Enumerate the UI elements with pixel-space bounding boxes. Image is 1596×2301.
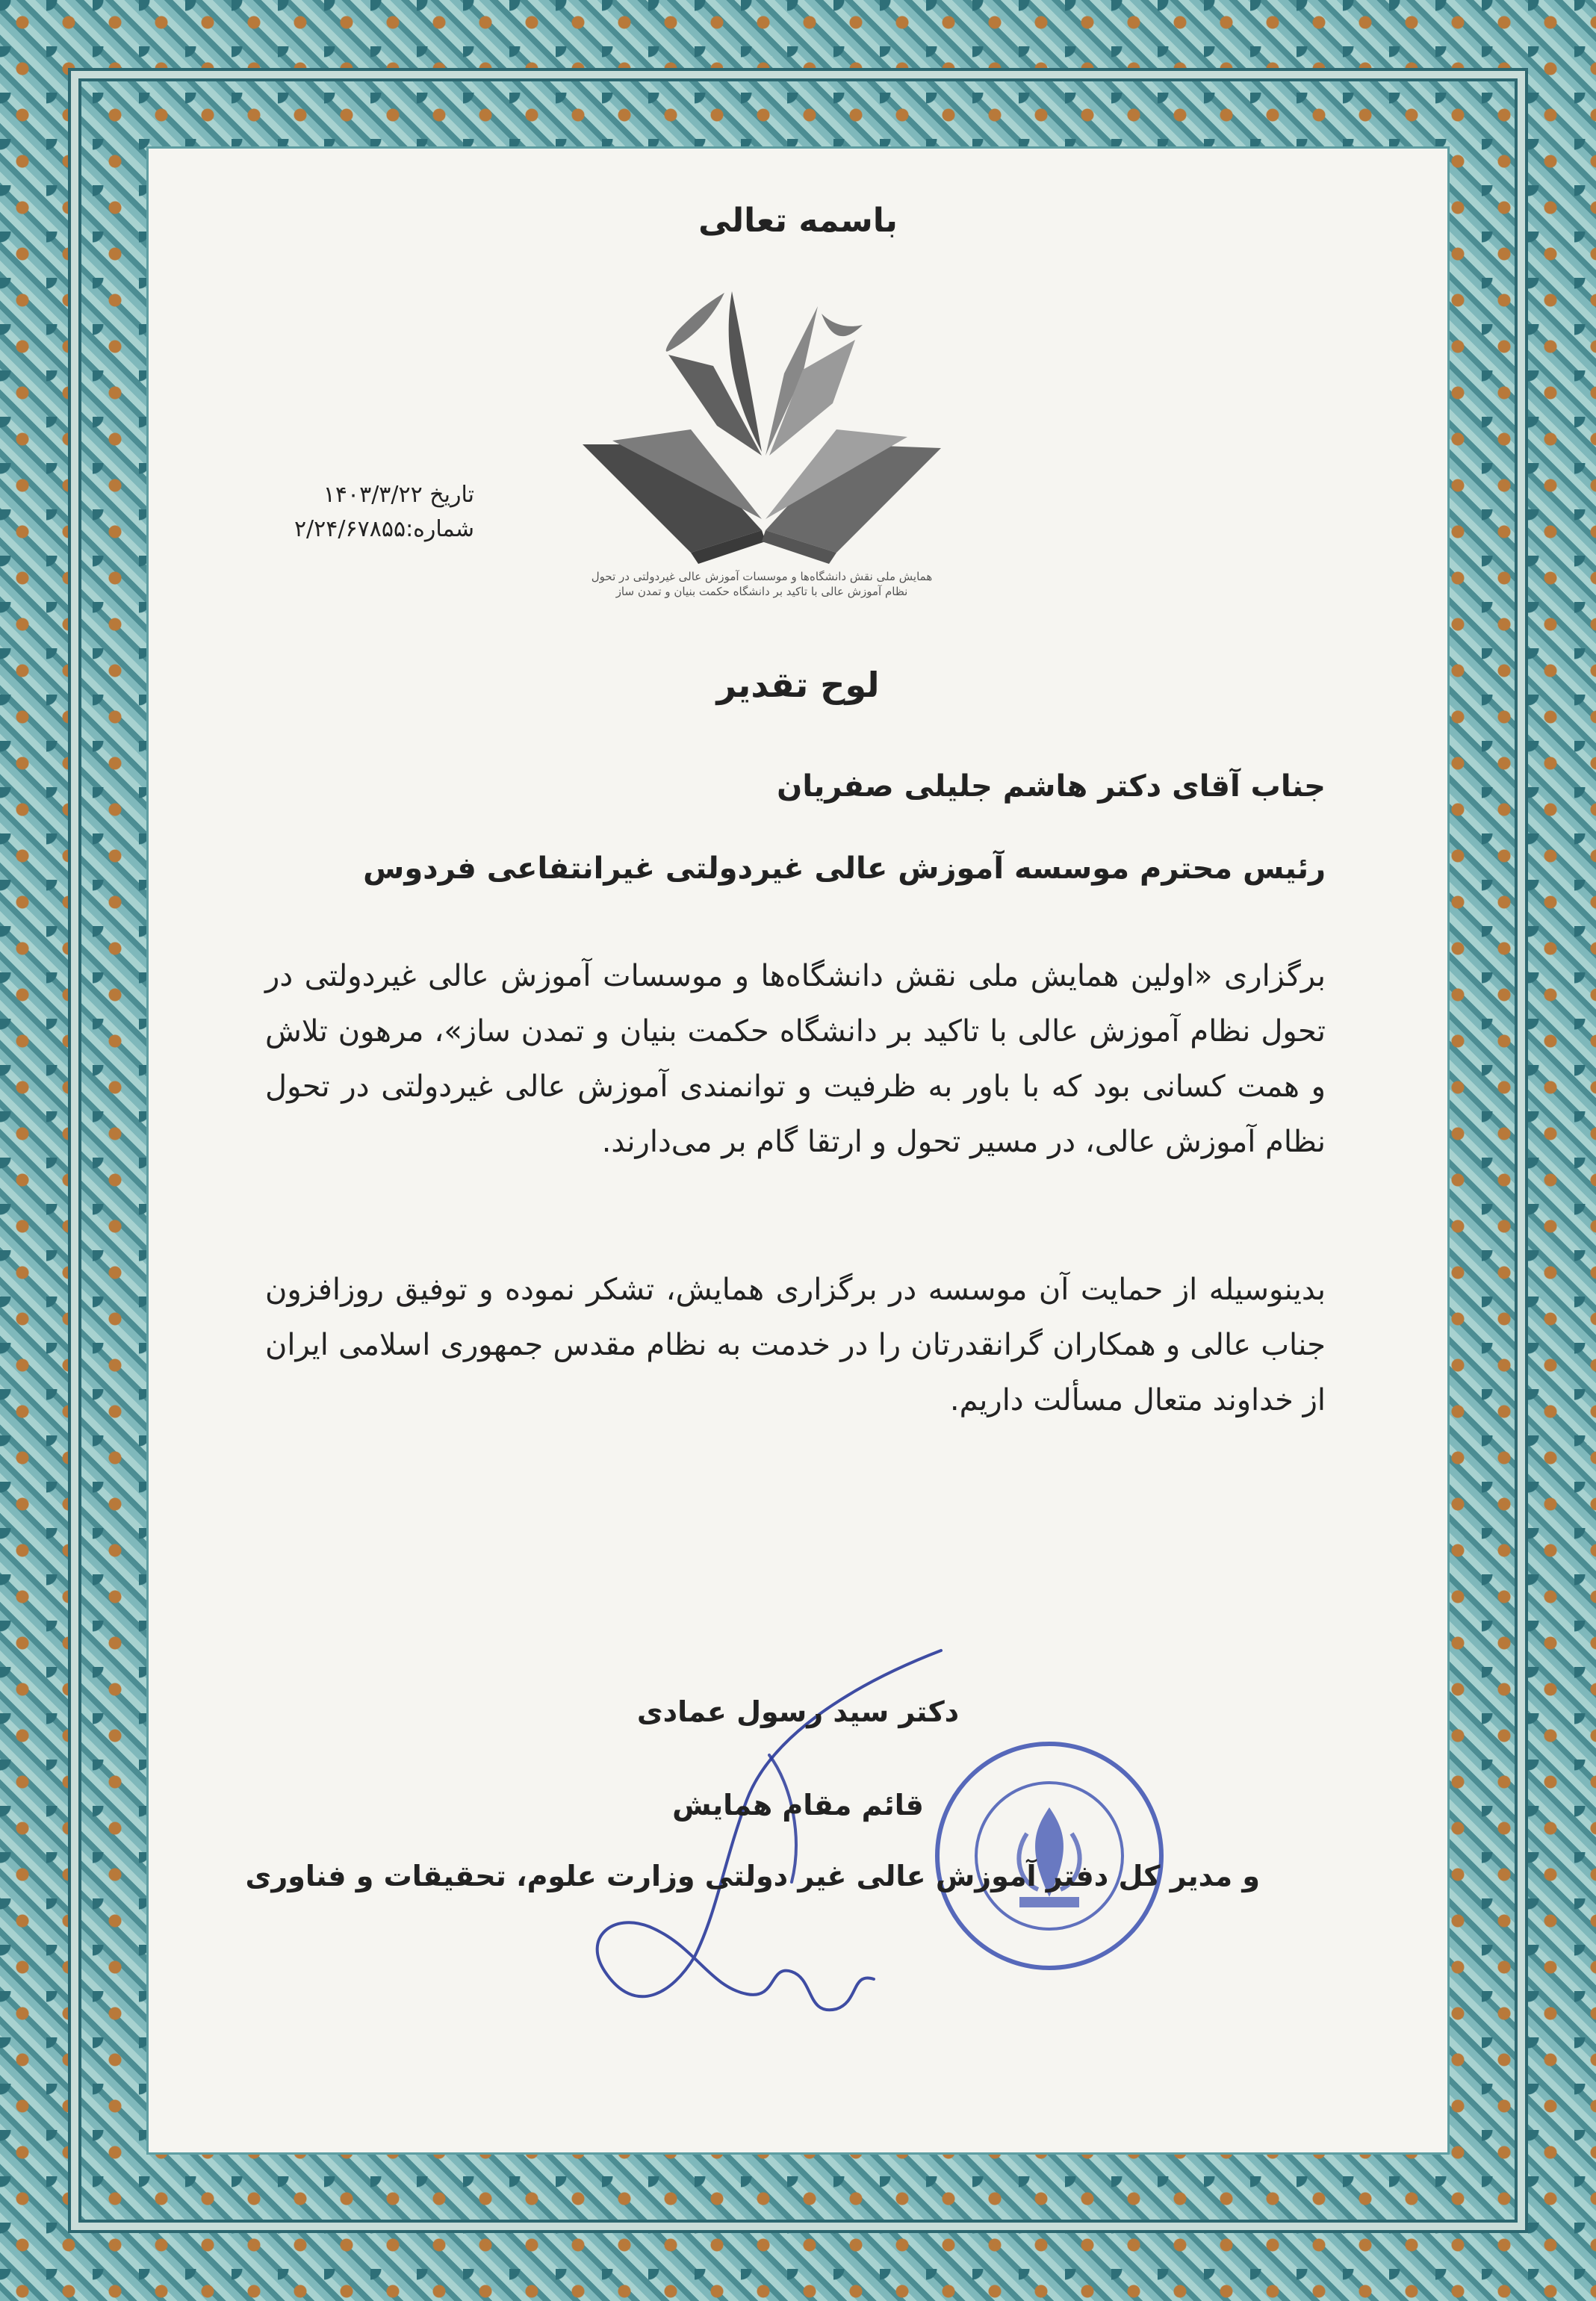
logo-caption (586, 569, 937, 599)
body-paragraph-1: برگزاری «اولین همایش ملی نقش دانشگاه‌ها و موسسات آموزش عالی غیردولتی در تحول نظام آموزش عالی با تاکید بر دانشگاه حکمت بنیان و تمدن ساز»، مرهون تلاش و همت کسانی بود که با باور به ظرفیت و توانمندی آموزش عالی غیردولتی در تحول نظام آموزش عالی، در مسیر تحول و ارتقا گام بر می‌دارند. (265, 959, 1326, 1159)
logo-caption-line-1: همایش ملی نقش دانشگاه‌ها و موسسات آموزش عالی غیردولتی در تحول (591, 570, 933, 583)
recipient-name: جناب آقای دکتر هاشم جلیلی صفریان (777, 769, 1326, 804)
document-number: شماره:۲/۲۴/۶۷۸۵۵ (294, 516, 474, 542)
basmala-heading: باسمه تعالی (698, 202, 898, 240)
signer-name: دکتر سید رسول عمادی (636, 1695, 960, 1728)
certificate-title: لوح تقدیر (716, 665, 880, 705)
signer-title-2: و مدیر کل دفتر آموزش عالی غیر دولتی وزارت علوم، تحقیقات و فناوری (245, 1860, 1260, 1892)
document-meta (258, 478, 474, 547)
recipient-position: رئیس محترم موسسه آموزش عالی غیردولتی غیرانتفاعی فردوس (363, 851, 1326, 886)
logo-caption-line-2: نظام آموزش عالی با تاکید بر دانشگاه حکمت بنیان و تمدن ساز (615, 585, 908, 598)
conference-logo (579, 284, 945, 605)
body-paragraph-2: بدینوسیله از حمایت آن موسسه در برگزاری همایش، تشکر نموده و توفیق روزافزون جناب عالی و همکاران گرانقدرتان را در خدمت به نظام مقدس جمهوری اسلامی ایران از خداوند متعال مسألت داریم. (265, 1273, 1326, 1417)
signer-title-1: قائم مقام همایش (672, 1789, 924, 1822)
document-date: تاریخ ۱۴۰۳/۳/۲۲ (323, 482, 474, 508)
